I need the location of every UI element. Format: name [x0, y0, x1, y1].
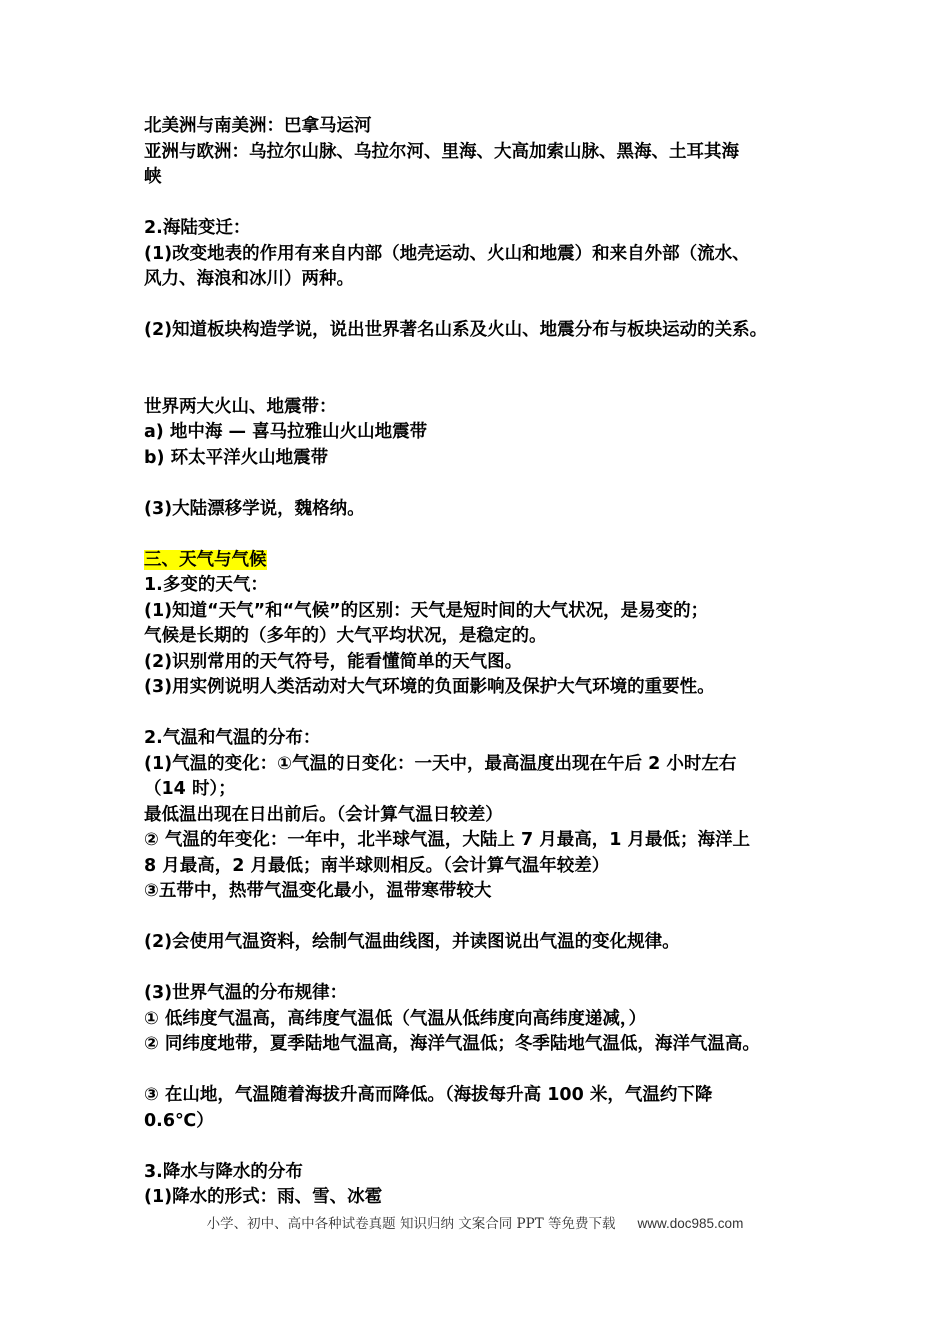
document-body: [144, 114, 824, 1211]
paragraph-gap: [144, 293, 824, 319]
paragraph-gap: [144, 905, 824, 931]
text-line: ② 气温的年变化：一年中，北半球气温，大陆上 7 月最高，1 月最低；海洋上: [144, 830, 751, 850]
text-line: (3)世界气温的分布规律：: [144, 983, 348, 1003]
text-line: (2)知道板块构造学说，说出世界著名山系及火山、地震分布与板块运动的关系。: [144, 320, 768, 340]
text-line: 风力、海浪和冰川）两种。: [144, 269, 354, 289]
paragraph-gap: [144, 1134, 824, 1160]
list-item: ① 低纬度气温高，高纬度气温低（气温从低纬度向高纬度递减，）: [144, 1008, 647, 1029]
paragraph-gap: [144, 471, 824, 497]
text-line: (2)识别常用的天气符号，能看懂简单的天气图。: [144, 651, 523, 672]
text-line: 0.6℃）: [144, 1110, 214, 1131]
page-footer: [0, 1212, 950, 1232]
text-line: 亚洲与欧洲：乌拉尔山脉、乌拉尔河、里海、大高加索山脉、黑海、土耳其海: [144, 141, 739, 162]
text-line: 北美洲与南美洲：巴拿马运河: [144, 116, 372, 136]
paragraph-gap: [144, 1058, 824, 1084]
footer-url: www.doc985.com: [637, 1216, 744, 1231]
text-line: (3)用实例说明人类活动对大气环境的负面影响及保护大气环境的重要性。: [144, 677, 715, 697]
list-item: b) 环太平洋火山地震带: [144, 447, 329, 468]
text-line: (3)大陆漂移学说，魏格纳。: [144, 498, 365, 519]
text-line: (1)气温的变化：①气温的日变化：一天中，最高温度出现在午后 2 小时左右: [144, 753, 737, 774]
text-line: 峡: [144, 167, 162, 187]
section-heading: 3.降水与降水的分布: [144, 1161, 303, 1182]
paragraph-gap: [144, 956, 824, 982]
paragraph-gap: [144, 522, 824, 548]
section-heading: 2.海陆变迁：: [144, 218, 251, 238]
paragraph-gap: [144, 191, 824, 217]
list-item: ③ 在山地，气温随着海拔升高而降低。（海拔每升高 100 米，气温约下降: [144, 1085, 713, 1105]
text-line: 8 月最高，2 月最低；南半球则相反。（会计算气温年较差）: [144, 855, 610, 876]
section-heading: 2.气温和气温的分布：: [144, 728, 321, 748]
text-line: 最低温出现在日出前后。（会计算气温日较差）: [144, 804, 503, 825]
text-line: (1)降水的形式：雨、雪、冰雹: [144, 1187, 383, 1207]
text-line: 世界两大火山、地震带：: [144, 396, 337, 417]
paragraph-gap: [144, 344, 824, 395]
list-item: a) 地中海 — 喜马拉雅山火山地震带: [144, 422, 428, 442]
text-line: (2)会使用气温资料，绘制气温曲线图，并读图说出气温的变化规律。: [144, 932, 680, 952]
text-line: 气候是长期的（多年的）大气平均状况，是稳定的。: [144, 626, 547, 646]
text-line: （14 时）；: [144, 779, 236, 799]
text-line: ③五带中，热带气温变化最小，温带寒带较大: [144, 881, 492, 901]
footer-text: 小学、初中、高中各种试卷真题 知识归纳 文案合同 PPT 等免费下载: [206, 1216, 616, 1232]
text-line: (1)改变地表的作用有来自内部（地壳运动、火山和地震）和来自外部（流水、: [144, 243, 750, 264]
highlighted-heading-text: 三、天气与气候: [144, 549, 267, 570]
text-line: (1)知道“天气”和“气候”的区别：天气是短时间的大气状况，是易变的；: [144, 600, 709, 621]
paragraph-gap: [144, 701, 824, 727]
chapter-heading: [144, 548, 824, 574]
section-heading: 1.多变的天气：: [144, 575, 268, 595]
list-item: ② 同纬度地带，夏季陆地气温高，海洋气温低；冬季陆地气温低，海洋气温高。: [144, 1034, 760, 1054]
